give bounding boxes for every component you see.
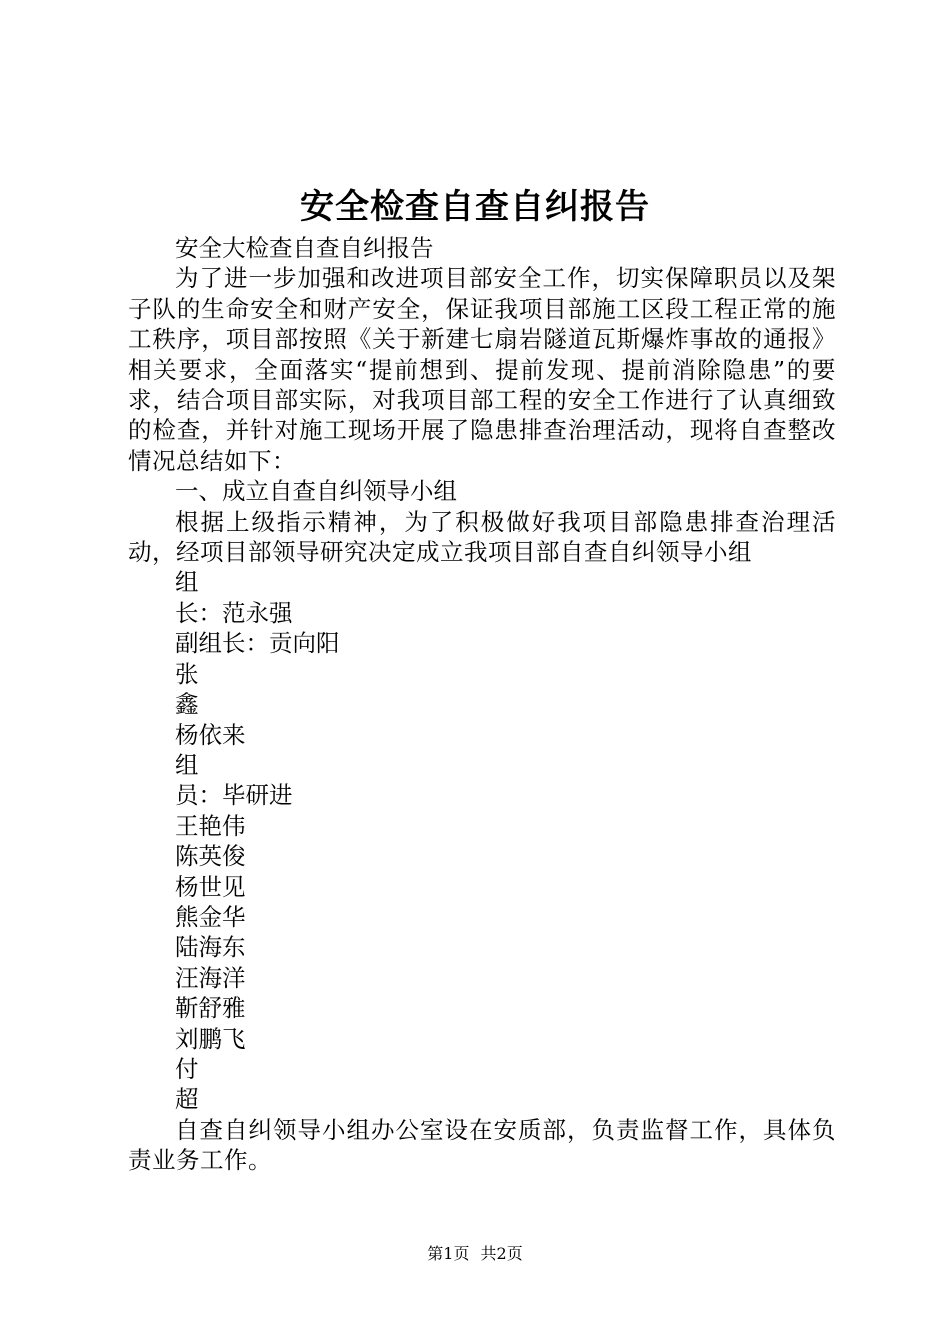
member-line: 副组长：贡向阳 [175,629,340,658]
member-line: 王艳伟 [175,811,246,840]
section-paragraph: 根据上级指示精神，为了积极做好我项目部隐患排查治理活动，经项目部领导研究决定成立我项目部自查自纠领导小组 [128,507,836,567]
document-subtitle: 安全大检查自查自纠报告 [175,234,434,262]
page-total: 共2页 [480,1244,523,1263]
member-line: 长：范永强 [175,598,293,627]
member-line: 刘鹏飞 [175,1024,246,1053]
member-line: 张 [175,659,199,688]
office-paragraph: 自查自纠领导小组办公室设在安质部，负责监督工作，具体负责业务工作。 [128,1115,836,1175]
member-line: 靳舒雅 [175,994,246,1023]
document-body [128,233,836,1176]
member-line: 组 [175,568,199,597]
member-line: 杨世见 [175,872,246,901]
member-line: 超 [175,1085,199,1114]
page-number: 第1页 [427,1244,470,1263]
page-title: 安全检查自查自纠报告 [300,187,650,227]
member-line: 陈英俊 [175,842,246,871]
member-line: 组 [175,750,199,779]
member-line: 陆海东 [175,933,246,962]
member-line: 鑫 [175,690,199,719]
member-line: 付 [175,1054,199,1083]
intro-paragraph: 为了进一步加强和改进项目部安全工作，切实保障职员以及架子队的生命安全和财产安全，保证我项目部施工区段工程正常的施工秩序，项目部按照《关于新建七扇岩隧道瓦斯爆炸事故的通报》相关要求，全面落实“提前想到、提前发现、提前消除隐患”的要求，结合项目部实际，对我项目部工程的安全工作进行了认真细致的检查，并针对施工现场开展了隐患排查治理活动，现将自查整改情况总结如下： [128,264,836,475]
member-line: 汪海洋 [175,963,246,992]
member-line: 杨依来 [175,720,246,749]
member-list [128,567,836,1114]
page-footer [0,1244,950,1264]
member-line: 熊金华 [175,902,246,931]
member-line: 员：毕研进 [175,781,293,810]
section-heading: 一、成立自查自纠领导小组 [175,477,457,506]
